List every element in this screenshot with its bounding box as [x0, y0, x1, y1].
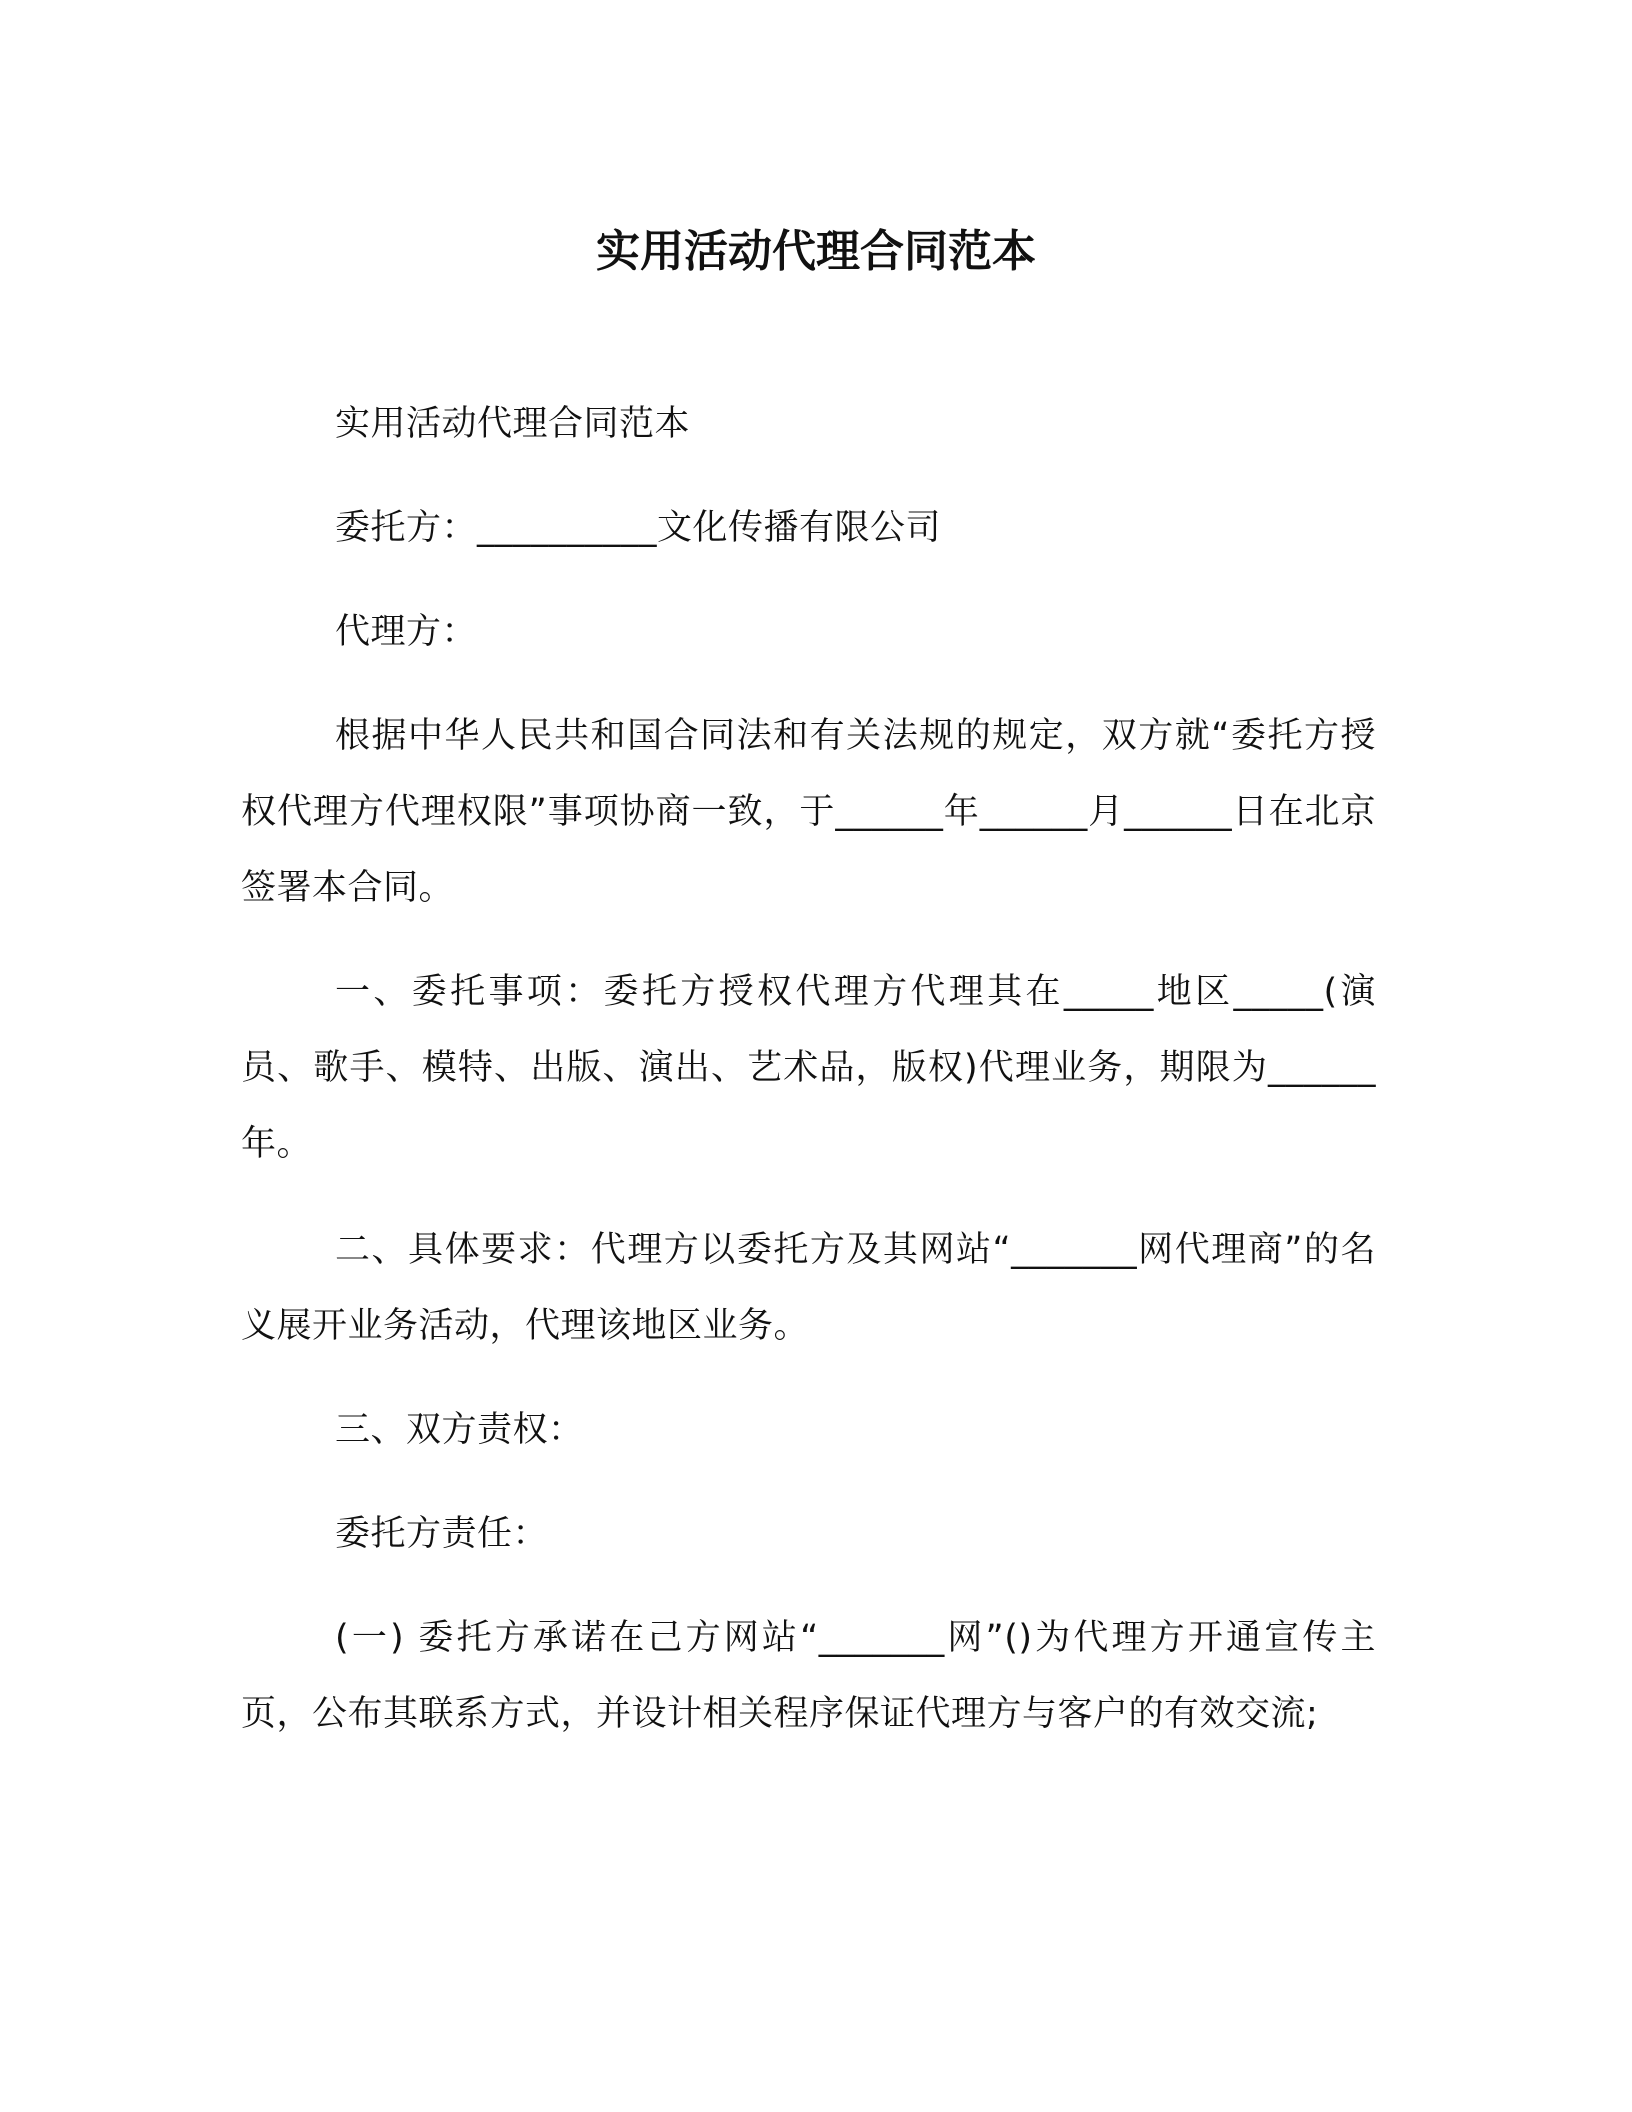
client-responsibility-heading: 委托方责任： [335, 1514, 549, 1554]
subtitle-paragraph: 实用活动代理合同范本 [335, 404, 691, 444]
agent-party-line: 代理方： [335, 612, 478, 652]
clause-3-heading: 三、双方责权： [335, 1410, 584, 1450]
document-title: 实用活动代理合同范本 [596, 226, 1036, 277]
client-responsibility-item-1: (一) 委托方承诺在己方网站“_______网”()为代理方开通宣传主页，公布其联系方式，并设计相关程序保证代理方与客户的有效交流; [241, 1618, 1376, 1734]
preamble-paragraph: 根据中华人民共和国合同法和有关法规的规定，双方就“委托方授权代理方代理权限”事项协商一致，于______年______月______日在北京签署本合同。 [241, 716, 1376, 908]
client-party-line: 委托方：__________文化传播有限公司 [335, 508, 942, 548]
clause-2-paragraph: 二、具体要求：代理方以委托方及其网站“_______网代理商”的名义展开业务活动，代理该地区业务。 [241, 1230, 1376, 1346]
clause-1-paragraph: 一、委托事项：委托方授权代理方代理其在_____地区_____(演员、歌手、模特、出版、演出、艺术品，版权)代理业务，期限为______年。 [241, 972, 1376, 1164]
